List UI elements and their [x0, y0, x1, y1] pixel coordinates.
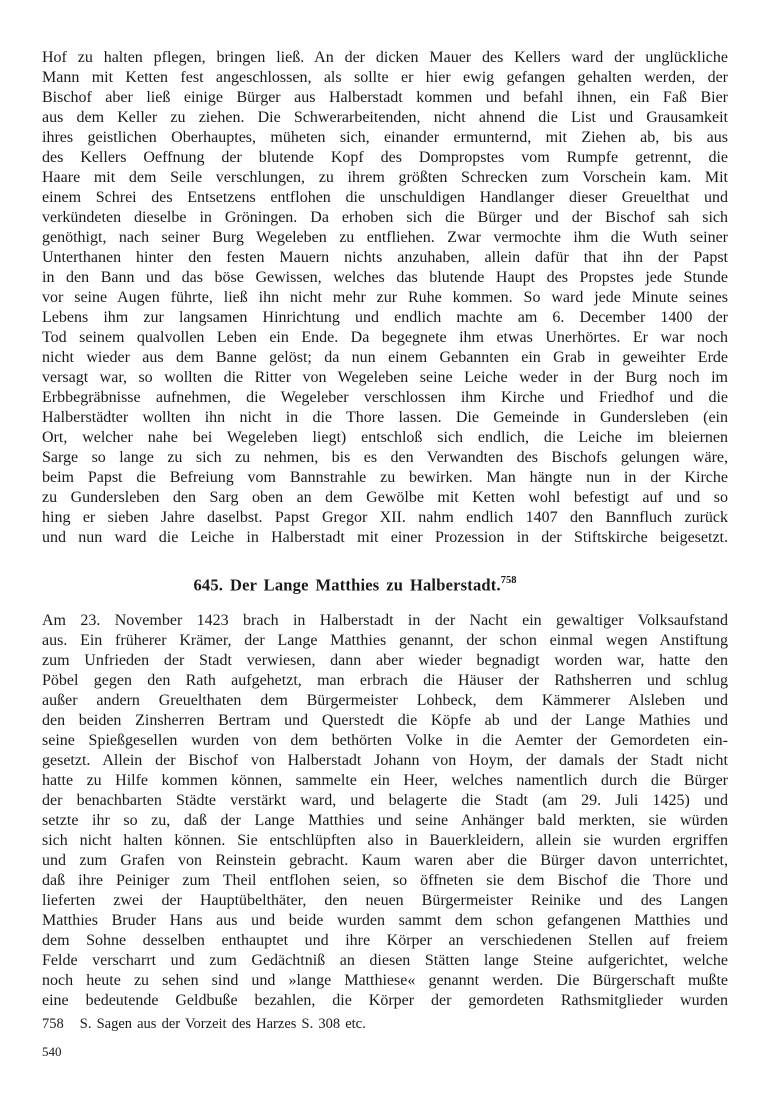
text-line: außer andern Greuelthaten dem Bürgermeister Lohbeck, dem Kämmerer Alsleben und — [42, 691, 728, 709]
text-line: Pöbel gegen den Rath aufgehetzt, man erbrach die Häuser der Rathsherren und schlug — [42, 671, 728, 689]
text-line: zum Unfrieden der Stadt verwiesen, dann aber wieder begnadigt worden war, hatte den — [42, 651, 728, 669]
text-line: lieferten zwei der Hauptübelthäter, den neuen Bürgermeister Reinike und des Langen — [42, 891, 728, 909]
section-heading — [12, 570, 698, 598]
text-line: Mann mit Ketten fest angeschlossen, als sollte er hier ewig gefangen gehalten werden, der — [42, 69, 728, 86]
text-line: aus dem Keller zu ziehen. Die Schwerarbeitenden, nicht ahnend die List und Grausamkeit — [42, 109, 728, 126]
text-line: ihres geistlichen Oberhauptes, müheten sich, einander ermunternd, mit Ziehen ab, bis aus — [42, 129, 728, 146]
text-line: in den Bann und das böse Gewissen, welches das blutende Haupt des Propstes jede Stunde — [42, 269, 728, 286]
text-line: und zum Grafen von Reinstein gebracht. Kaum waren aber die Bürger davon unterrichtet, — [42, 851, 728, 869]
paragraph-2 — [42, 611, 728, 1011]
text-line: verkündeten dieselbe in Gröningen. Da erhoben sich die Bürger und der Bischof sah sich — [42, 209, 728, 226]
footnote-text: S. Sagen aus der Vorzeit des Harzes S. 308 etc. — [79, 1015, 366, 1032]
text-line: Halberstädter wollten ihn nicht in die Thore lassen. Die Gemeinde in Gundersleben (ein — [42, 409, 728, 426]
text-line: aus. Ein früherer Krämer, der Lange Matthies genannt, der schon einmal wegen Anstiftung — [42, 631, 728, 649]
text-line: vor seine Augen führte, ließ ihn nicht mehr zur Ruhe kommen. So ward jede Minute seines — [42, 289, 728, 306]
text-line: daß ihre Peiniger zum Theil entflohen seien, so öffneten sie dem Bischof die Thore und — [42, 871, 728, 889]
text-line: Unterthanen hinter den festen Mauern nichts anzuhaben, allein dafür that ihn der Papst — [42, 249, 728, 266]
text-line: einem Schrei des Entsetzens entflohen die unschuldigen Handlanger dieser Greuelthat und — [42, 189, 728, 206]
text-line: Bischof aber ließ einige Bürger aus Halberstadt kommen und befahl ihnen, ein Faß Bier — [42, 89, 728, 106]
text-line: Sarge so lange zu sich zu nehmen, bis es den Verwandten des Bischofs gelungen wäre, — [42, 449, 728, 466]
text-line: noch heute zu sehen sind und »lange Matthiese« genannt werden. Die Bürgerschaft mußte — [42, 971, 728, 989]
text-line: beim Papst die Befreiung vom Bannstrahle zu bewirken. Man hängte nun in der Kirche — [42, 469, 728, 486]
text-line: dem Sohne desselben enthauptet und ihre Körper an verschiedenen Stellen auf freiem — [42, 931, 728, 949]
text-line: Haare mit dem Seile verschlungen, zu ihrem größten Schrecken zum Vorschein kam. Mit — [42, 169, 728, 186]
text-line: Erbbegräbnisse aufnehmen, die Wegeleber verschlossen ihm Kirche und Friedhof und die — [42, 389, 728, 406]
footnote-number: 758 — [42, 1015, 64, 1032]
footnote-reference: 758 — [500, 575, 517, 586]
paragraph-1 — [42, 48, 728, 548]
text-line: gesetzt. Allein der Bischof von Halberstadt Johann von Hoym, der damals der Stadt nicht — [42, 751, 728, 769]
text-line: und nun ward die Leiche in Halberstadt mit einer Prozession in der Stiftskirche beigesetzt. — [42, 529, 728, 546]
text-line: Am 23. November 1423 brach in Halberstadt in der Nacht ein gewaltiger Volksaufstand — [42, 611, 728, 629]
text-line: versagt war, so wollten die Ritter von Wegeleben seine Leiche weder in der Burg noch im — [42, 369, 728, 386]
text-line: Felde verscharrt und zum Gedächtniß an diesen Stätten lange Steine aufgerichtet, welche — [42, 951, 728, 969]
text-line: zu Gundersleben den Sarg oben an dem Gewölbe mit Ketten wohl befestigt auf und so — [42, 489, 728, 506]
page-number: 540 — [42, 1044, 62, 1059]
text-line: genöthigt, nach seiner Burg Wegeleben zu entfliehen. Zwar vermochte ihm die Wuth seiner — [42, 229, 728, 246]
text-line: nicht wieder aus dem Banne gelöst; da nun einem Gebannten ein Grab in geweihter Erde — [42, 349, 728, 366]
text-line: Tod seinem qualvollen Leben ein Ende. Da begegnete ihm etwas Unerhörtes. Er war noch — [42, 329, 728, 346]
footnote — [42, 1015, 728, 1033]
text-line: Lebens ihm zur langsamen Hinrichtung und endlich machte am 6. December 1400 der — [42, 309, 728, 326]
text-line: Hof zu halten pflegen, bringen ließ. An der dicken Mauer des Kellers ward der unglückliche — [42, 49, 728, 66]
text-line: Matthies Bruder Hans aus und beide wurden sammt dem schon gefangenen Matthies und — [42, 911, 728, 929]
text-line: setzte ihr so zu, daß der Lange Matthies und seine Anhänger bald merkten, sie würden — [42, 811, 728, 829]
text-line: hing er sieben Jahre daselbst. Papst Gregor XII. nahm endlich 1407 den Bannfluch zurück — [42, 509, 728, 526]
text-line: seine Spießgesellen wurden von dem bethörten Volke in die Aemter der Gemordeten ein- — [42, 731, 728, 749]
section-heading-text: 645. Der Lange Matthies zu Halberstadt. — [193, 575, 501, 595]
text-line: den beiden Zinsherren Bertram und Querstedt die Köpfe ab und der Lange Mathies und — [42, 711, 728, 729]
text-line: sich nicht halten können. Sie entschlüpften also in Bauerkleidern, allein sie wurden ergriffen — [42, 831, 728, 849]
text-line: der benachbarten Städte verstärkt ward, und belagerte die Stadt (am 29. Juli 1425) und — [42, 791, 728, 809]
text-line: Ort, welcher nahe bei Wegeleben liegt) entschloß sich endlich, die Leiche im bleiernen — [42, 429, 728, 446]
text-line: des Kellers Oeffnung der blutende Kopf des Dompropstes vom Rumpfe getrennt, die — [42, 149, 728, 166]
text-line: eine bedeutende Geldbuße bezahlen, die Körper der gemordeten Rathsmitglieder wurden — [42, 991, 728, 1009]
text-line: hatte zu Hilfe kommen können, sammelte ein Heer, welches namentlich durch die Bürger — [42, 771, 728, 789]
